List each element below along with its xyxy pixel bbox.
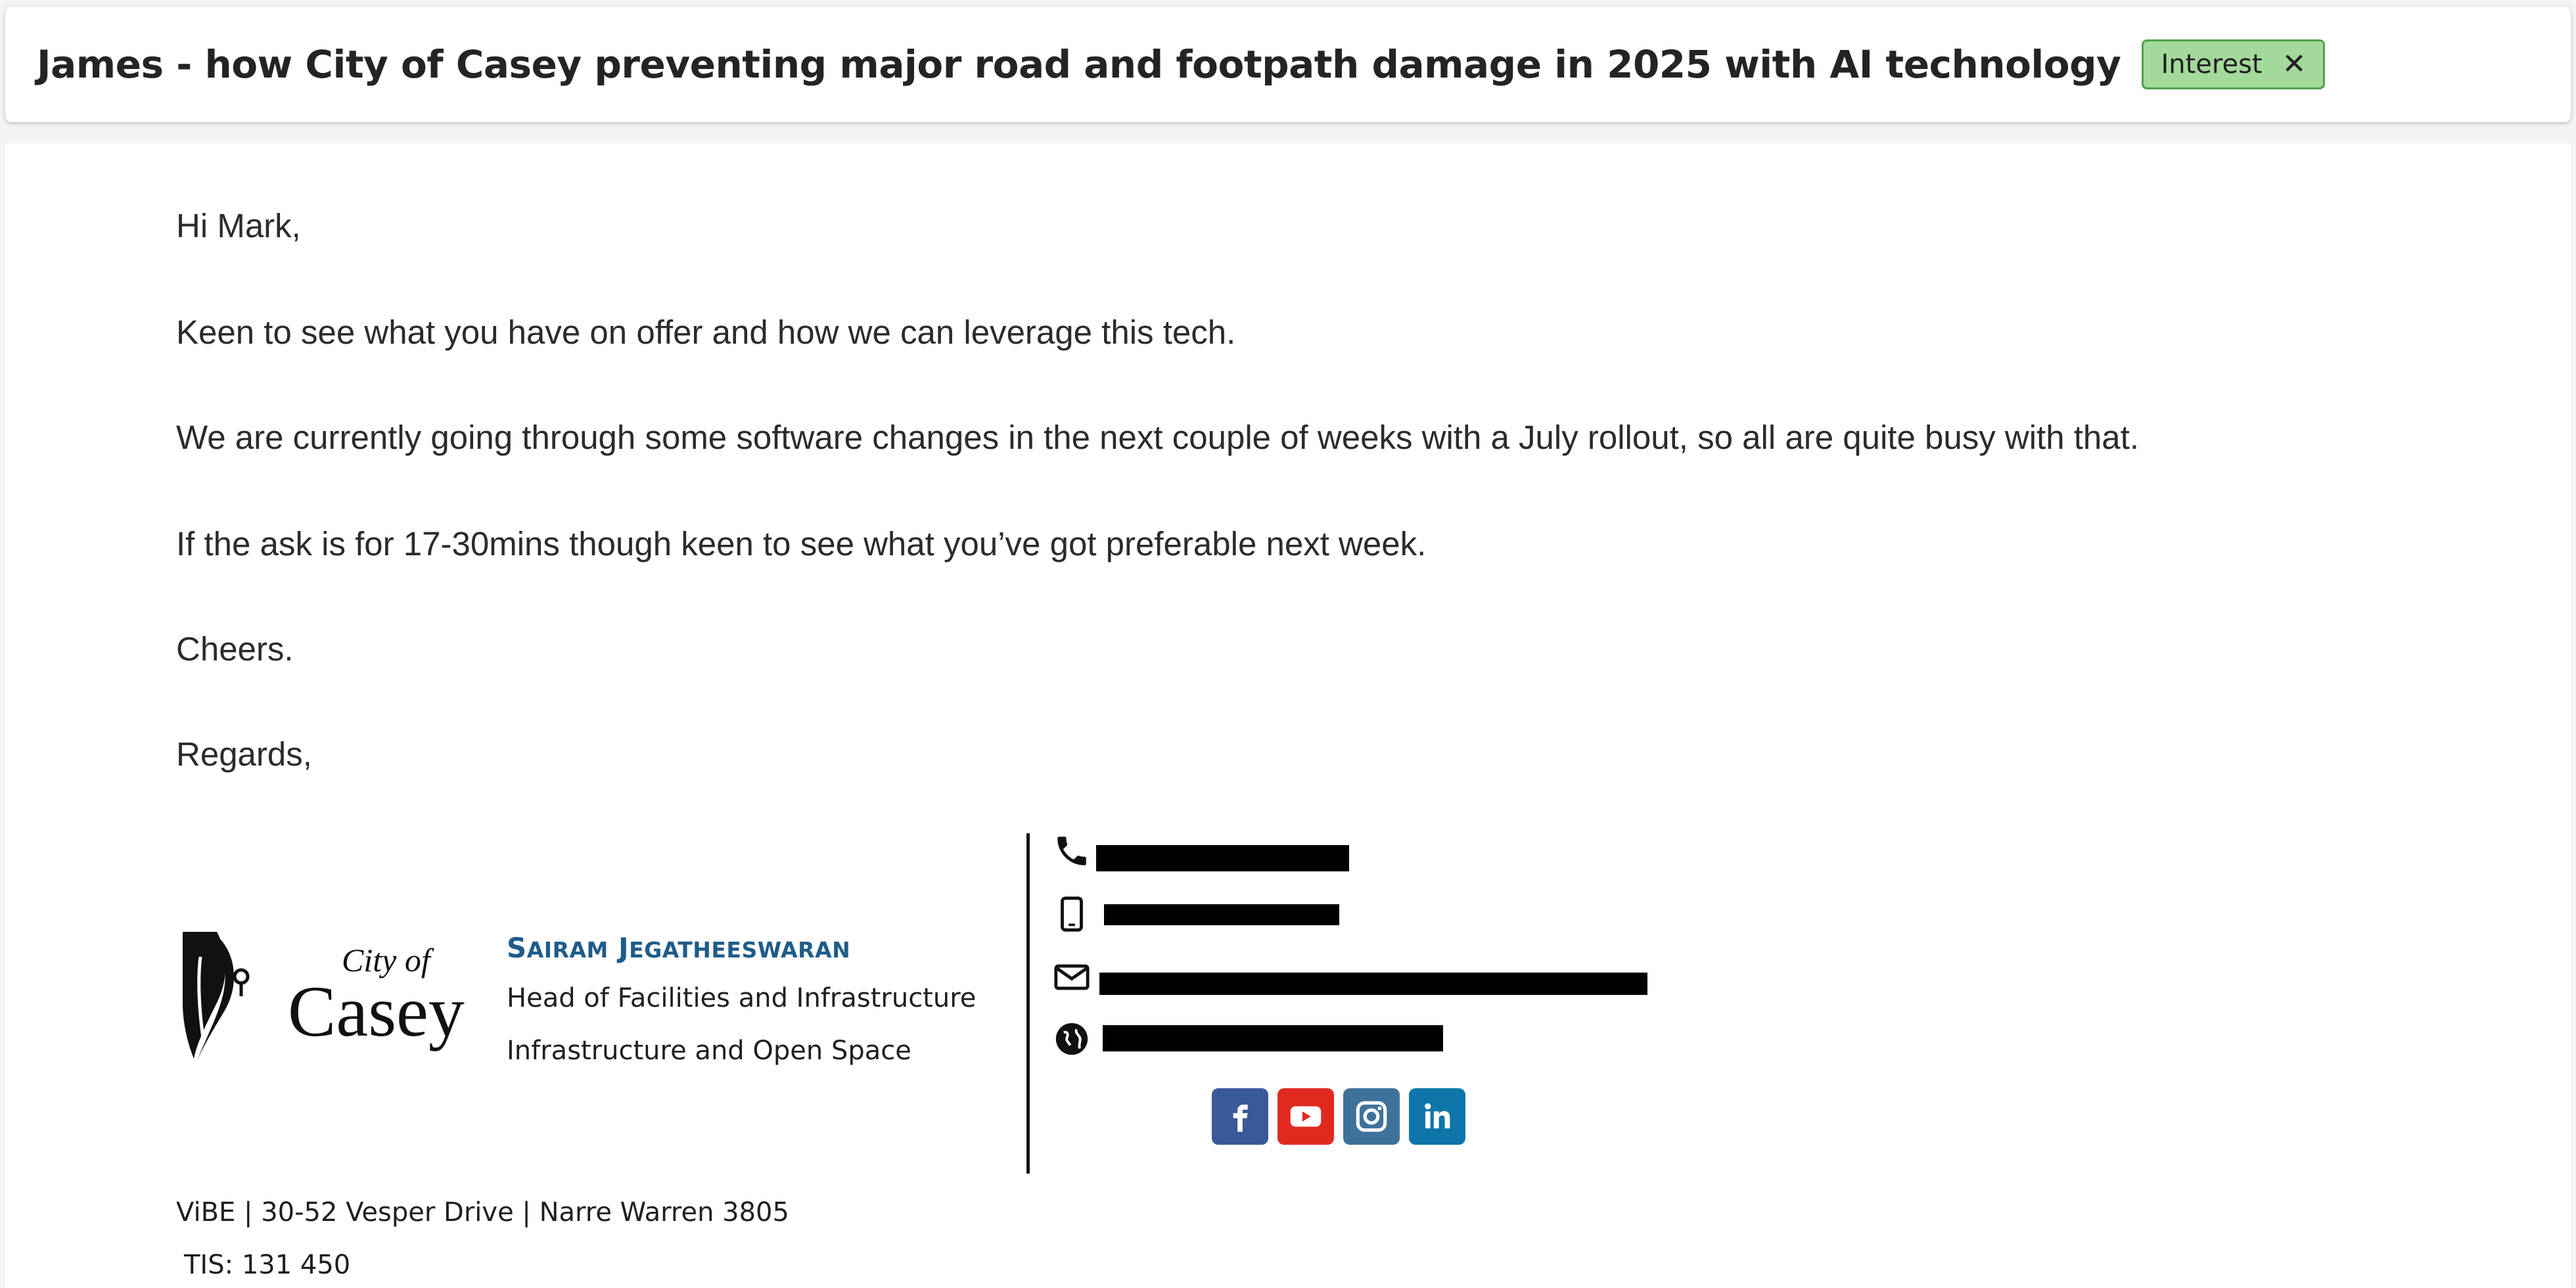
mail-icon — [1053, 958, 1091, 996]
signature-department: Infrastructure and Open Space — [507, 1036, 911, 1066]
facebook-icon[interactable] — [1212, 1088, 1268, 1145]
email-body — [5, 143, 2571, 1288]
paragraph: Keen to see what you have on offer and how we can leverage this tech. — [176, 313, 1236, 351]
signature-address: ViBE | 30-52 Vesper Drive | Narre Warren 3805 — [176, 1197, 789, 1228]
paragraph: If the ask is for 17-30mins though keen to see what you’ve got preferable next week. — [176, 525, 1427, 563]
logo-text-line1: City of — [342, 942, 430, 978]
redacted-email[interactable] — [1099, 973, 1647, 995]
redacted-phone — [1096, 845, 1349, 871]
logo-text-line2: Casey — [288, 971, 465, 1051]
mobile-icon — [1053, 895, 1091, 933]
interest-tag[interactable] — [2142, 39, 2325, 89]
redacted-mobile[interactable] — [1104, 904, 1339, 925]
close-icon[interactable]: ✕ — [2282, 47, 2307, 81]
redacted-website[interactable] — [1103, 1025, 1443, 1051]
email-header — [5, 7, 2571, 122]
tag-label: Interest — [2161, 49, 2263, 80]
globe-icon — [1053, 1020, 1091, 1058]
signature-tis: TIS: 131 450 — [184, 1250, 351, 1280]
city-of-casey-logo — [177, 931, 480, 1062]
linkedin-icon[interactable] — [1409, 1088, 1465, 1145]
phone-icon — [1053, 832, 1091, 870]
email-subject: James - how City of Casey preventing major road and footpath damage in 2025 with AI technology — [37, 42, 2121, 87]
closing-regards: Regards, — [176, 735, 312, 773]
youtube-icon[interactable] — [1277, 1088, 1334, 1145]
closing-cheers: Cheers. — [176, 630, 294, 668]
instagram-icon[interactable] — [1343, 1088, 1400, 1145]
signature-name: SAIRAM JEGATHEESWARAN — [507, 932, 851, 964]
signature-divider — [1026, 833, 1030, 1174]
greeting: Hi Mark, — [176, 207, 301, 244]
paragraph: We are currently going through some software changes in the next couple of weeks with a July rollout, so all are quite busy with that. — [176, 419, 2139, 456]
signature-title: Head of Facilities and Infrastructure — [507, 983, 977, 1013]
